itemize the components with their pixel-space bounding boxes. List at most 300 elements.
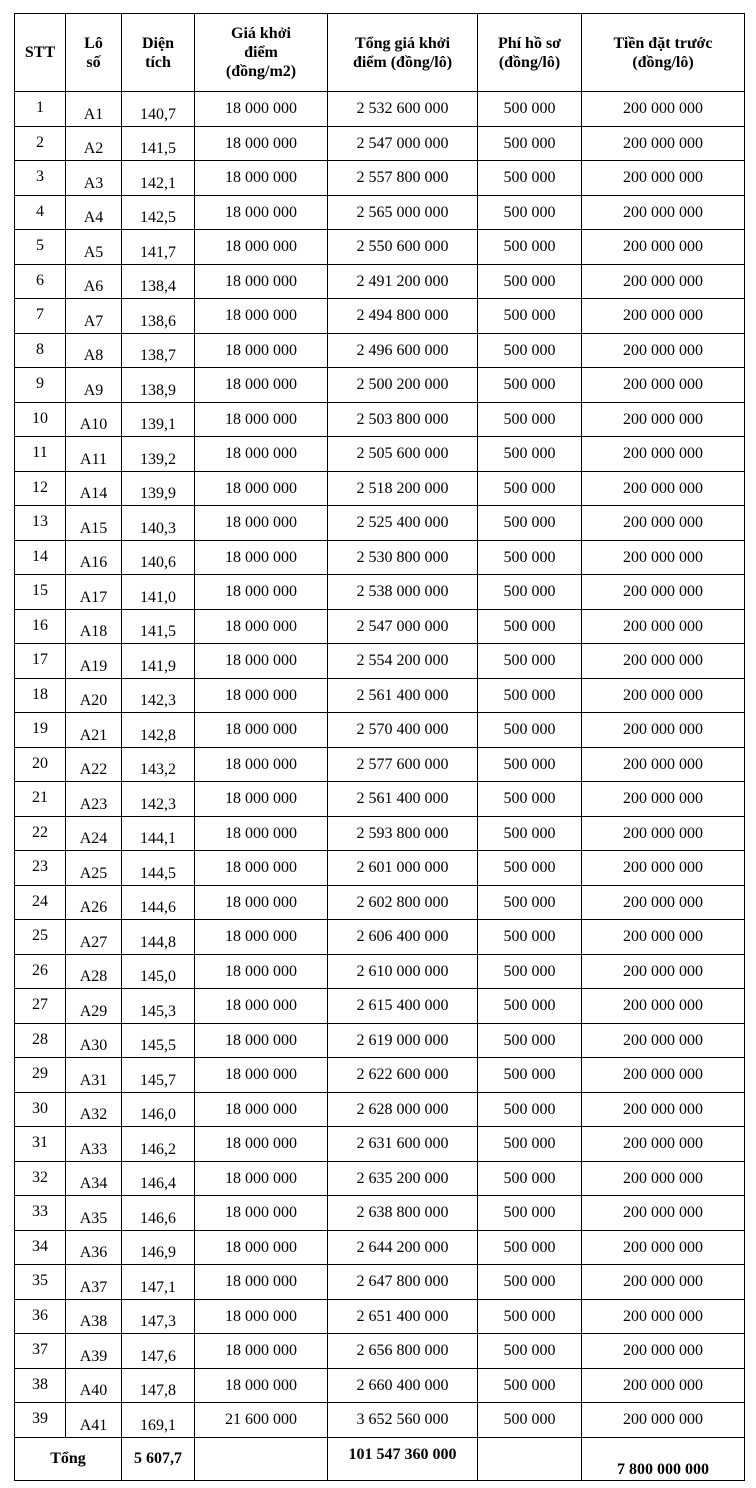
header-file-fee: Phí hồ sơ (đồng/lô) bbox=[478, 14, 582, 92]
cell-deposit: 200 000 000 bbox=[582, 989, 745, 1024]
cell-starting-price: 18 000 000 bbox=[195, 920, 328, 955]
cell-deposit: 200 000 000 bbox=[582, 1127, 745, 1162]
cell-lot-number: A16 bbox=[66, 540, 122, 575]
cell-stt: 13 bbox=[15, 506, 66, 541]
table-footer bbox=[15, 1437, 745, 1480]
cell-starting-price: 18 000 000 bbox=[195, 885, 328, 920]
cell-lot-number: A28 bbox=[66, 954, 122, 989]
table-row bbox=[15, 1368, 745, 1403]
header-row bbox=[15, 14, 745, 92]
cell-lot-number: A27 bbox=[66, 920, 122, 955]
cell-file-fee: 500 000 bbox=[478, 333, 582, 368]
header-starting-price: Giá khởi điểm (đồng/m2) bbox=[195, 14, 328, 92]
cell-stt: 8 bbox=[15, 333, 66, 368]
cell-lot-number: A20 bbox=[66, 678, 122, 713]
cell-starting-price: 18 000 000 bbox=[195, 437, 328, 472]
cell-starting-price: 18 000 000 bbox=[195, 713, 328, 748]
table-row bbox=[15, 1196, 745, 1231]
cell-deposit: 200 000 000 bbox=[582, 1161, 745, 1196]
cell-total-starting-price: 2 557 800 000 bbox=[328, 161, 478, 196]
cell-lot-number: A39 bbox=[66, 1334, 122, 1369]
cell-stt: 17 bbox=[15, 644, 66, 679]
table-row bbox=[15, 851, 745, 886]
cell-stt: 39 bbox=[15, 1403, 66, 1438]
cell-total-starting-price: 2 651 400 000 bbox=[328, 1299, 478, 1334]
cell-deposit: 200 000 000 bbox=[582, 1403, 745, 1438]
cell-total-starting-price: 2 622 600 000 bbox=[328, 1058, 478, 1093]
cell-file-fee: 500 000 bbox=[478, 782, 582, 817]
cell-starting-price: 18 000 000 bbox=[195, 264, 328, 299]
cell-total-starting-price: 3 652 560 000 bbox=[328, 1403, 478, 1438]
table-row bbox=[15, 299, 745, 334]
cell-lot-number: A36 bbox=[66, 1230, 122, 1265]
cell-stt: 6 bbox=[15, 264, 66, 299]
cell-deposit: 200 000 000 bbox=[582, 402, 745, 437]
cell-starting-price: 18 000 000 bbox=[195, 1334, 328, 1369]
cell-stt: 18 bbox=[15, 678, 66, 713]
cell-deposit: 200 000 000 bbox=[582, 1230, 745, 1265]
cell-file-fee: 500 000 bbox=[478, 1265, 582, 1300]
table-row bbox=[15, 1127, 745, 1162]
table-row bbox=[15, 264, 745, 299]
cell-starting-price: 18 000 000 bbox=[195, 230, 328, 265]
table-row bbox=[15, 954, 745, 989]
cell-deposit: 200 000 000 bbox=[582, 609, 745, 644]
cell-starting-price: 18 000 000 bbox=[195, 1368, 328, 1403]
cell-total-starting-price: 2 619 000 000 bbox=[328, 1023, 478, 1058]
cell-stt: 21 bbox=[15, 782, 66, 817]
cell-starting-price: 18 000 000 bbox=[195, 1023, 328, 1058]
table-row bbox=[15, 333, 745, 368]
cell-deposit: 200 000 000 bbox=[582, 920, 745, 955]
cell-file-fee: 500 000 bbox=[478, 575, 582, 610]
cell-starting-price: 18 000 000 bbox=[195, 1196, 328, 1231]
cell-total-starting-price: 2 577 600 000 bbox=[328, 747, 478, 782]
table-row bbox=[15, 989, 745, 1024]
cell-area: 139,1 bbox=[122, 402, 195, 437]
total-row bbox=[15, 1437, 745, 1480]
cell-area: 169,1 bbox=[122, 1403, 195, 1438]
cell-lot-number: A29 bbox=[66, 989, 122, 1024]
cell-lot-number: A19 bbox=[66, 644, 122, 679]
cell-area: 141,9 bbox=[122, 644, 195, 679]
cell-total-starting-price: 2 547 000 000 bbox=[328, 126, 478, 161]
header-area: Diện tích bbox=[122, 14, 195, 92]
cell-lot-number: A4 bbox=[66, 195, 122, 230]
cell-deposit: 200 000 000 bbox=[582, 264, 745, 299]
cell-file-fee: 500 000 bbox=[478, 1161, 582, 1196]
table-row bbox=[15, 368, 745, 403]
cell-area: 144,1 bbox=[122, 816, 195, 851]
cell-starting-price: 18 000 000 bbox=[195, 782, 328, 817]
cell-deposit: 200 000 000 bbox=[582, 851, 745, 886]
cell-area: 141,7 bbox=[122, 230, 195, 265]
cell-total-starting-price: 2 532 600 000 bbox=[328, 92, 478, 127]
cell-stt: 27 bbox=[15, 989, 66, 1024]
cell-area: 145,5 bbox=[122, 1023, 195, 1058]
cell-total-starting-price: 2 638 800 000 bbox=[328, 1196, 478, 1231]
cell-area: 147,6 bbox=[122, 1334, 195, 1369]
cell-area: 142,5 bbox=[122, 195, 195, 230]
cell-lot-number: A22 bbox=[66, 747, 122, 782]
cell-stt: 10 bbox=[15, 402, 66, 437]
cell-starting-price: 18 000 000 bbox=[195, 816, 328, 851]
cell-deposit: 200 000 000 bbox=[582, 230, 745, 265]
cell-lot-number: A33 bbox=[66, 1127, 122, 1162]
cell-file-fee: 500 000 bbox=[478, 264, 582, 299]
cell-stt: 28 bbox=[15, 1023, 66, 1058]
cell-total-starting-price: 2 491 200 000 bbox=[328, 264, 478, 299]
cell-lot-number: A8 bbox=[66, 333, 122, 368]
cell-deposit: 200 000 000 bbox=[582, 1368, 745, 1403]
cell-file-fee: 500 000 bbox=[478, 437, 582, 472]
cell-lot-number: A40 bbox=[66, 1368, 122, 1403]
cell-area: 145,0 bbox=[122, 954, 195, 989]
cell-lot-number: A31 bbox=[66, 1058, 122, 1093]
cell-deposit: 200 000 000 bbox=[582, 1023, 745, 1058]
cell-starting-price: 18 000 000 bbox=[195, 747, 328, 782]
cell-lot-number: A11 bbox=[66, 437, 122, 472]
cell-deposit: 200 000 000 bbox=[582, 126, 745, 161]
cell-deposit: 200 000 000 bbox=[582, 471, 745, 506]
table-row bbox=[15, 1334, 745, 1369]
cell-deposit: 200 000 000 bbox=[582, 195, 745, 230]
cell-total-starting-price: 2 610 000 000 bbox=[328, 954, 478, 989]
cell-file-fee: 500 000 bbox=[478, 126, 582, 161]
cell-file-fee: 500 000 bbox=[478, 471, 582, 506]
table-header bbox=[15, 14, 745, 92]
cell-area: 142,3 bbox=[122, 782, 195, 817]
cell-file-fee: 500 000 bbox=[478, 368, 582, 403]
cell-file-fee: 500 000 bbox=[478, 644, 582, 679]
header-total-starting-price: Tổng giá khởi điểm (đồng/lô) bbox=[328, 14, 478, 92]
cell-file-fee: 500 000 bbox=[478, 989, 582, 1024]
cell-file-fee: 500 000 bbox=[478, 816, 582, 851]
cell-file-fee: 500 000 bbox=[478, 609, 582, 644]
cell-lot-number: A23 bbox=[66, 782, 122, 817]
cell-deposit: 200 000 000 bbox=[582, 678, 745, 713]
cell-stt: 7 bbox=[15, 299, 66, 334]
cell-deposit: 200 000 000 bbox=[582, 782, 745, 817]
cell-file-fee: 500 000 bbox=[478, 747, 582, 782]
cell-deposit: 200 000 000 bbox=[582, 644, 745, 679]
cell-stt: 30 bbox=[15, 1092, 66, 1127]
cell-total-starting-price: 2 660 400 000 bbox=[328, 1368, 478, 1403]
table-row bbox=[15, 126, 745, 161]
table-body bbox=[15, 92, 745, 1438]
cell-file-fee: 500 000 bbox=[478, 1196, 582, 1231]
cell-area: 138,7 bbox=[122, 333, 195, 368]
cell-stt: 1 bbox=[15, 92, 66, 127]
cell-deposit: 200 000 000 bbox=[582, 92, 745, 127]
cell-starting-price: 18 000 000 bbox=[195, 1299, 328, 1334]
cell-lot-number: A17 bbox=[66, 575, 122, 610]
table-row bbox=[15, 713, 745, 748]
cell-stt: 36 bbox=[15, 1299, 66, 1334]
cell-stt: 37 bbox=[15, 1334, 66, 1369]
header-stt: STT bbox=[15, 14, 66, 92]
cell-lot-number: A1 bbox=[66, 92, 122, 127]
cell-lot-number: A15 bbox=[66, 506, 122, 541]
cell-starting-price: 18 000 000 bbox=[195, 954, 328, 989]
cell-lot-number: A18 bbox=[66, 609, 122, 644]
cell-area: 146,6 bbox=[122, 1196, 195, 1231]
cell-total-starting-price: 2 593 800 000 bbox=[328, 816, 478, 851]
cell-lot-number: A37 bbox=[66, 1265, 122, 1300]
table-row bbox=[15, 816, 745, 851]
cell-deposit: 200 000 000 bbox=[582, 816, 745, 851]
cell-stt: 24 bbox=[15, 885, 66, 920]
cell-area: 147,3 bbox=[122, 1299, 195, 1334]
table-row bbox=[15, 1023, 745, 1058]
total-label: Tổng bbox=[15, 1437, 122, 1480]
cell-file-fee: 500 000 bbox=[478, 1403, 582, 1438]
cell-area: 138,9 bbox=[122, 368, 195, 403]
cell-total-starting-price: 2 647 800 000 bbox=[328, 1265, 478, 1300]
cell-lot-number: A6 bbox=[66, 264, 122, 299]
cell-file-fee: 500 000 bbox=[478, 161, 582, 196]
cell-total-starting-price: 2 635 200 000 bbox=[328, 1161, 478, 1196]
cell-file-fee: 500 000 bbox=[478, 1023, 582, 1058]
cell-area: 147,1 bbox=[122, 1265, 195, 1300]
cell-starting-price: 18 000 000 bbox=[195, 299, 328, 334]
cell-lot-number: A14 bbox=[66, 471, 122, 506]
cell-file-fee: 500 000 bbox=[478, 713, 582, 748]
cell-area: 142,3 bbox=[122, 678, 195, 713]
cell-lot-number: A32 bbox=[66, 1092, 122, 1127]
cell-stt: 22 bbox=[15, 816, 66, 851]
cell-stt: 20 bbox=[15, 747, 66, 782]
cell-lot-number: A9 bbox=[66, 368, 122, 403]
cell-deposit: 200 000 000 bbox=[582, 713, 745, 748]
header-lot-number: Lô số bbox=[66, 14, 122, 92]
cell-area: 147,8 bbox=[122, 1368, 195, 1403]
table-row bbox=[15, 161, 745, 196]
cell-deposit: 200 000 000 bbox=[582, 368, 745, 403]
cell-stt: 26 bbox=[15, 954, 66, 989]
cell-total-starting-price: 2 606 400 000 bbox=[328, 920, 478, 955]
table-row bbox=[15, 1058, 745, 1093]
cell-area: 141,5 bbox=[122, 609, 195, 644]
table-row bbox=[15, 575, 745, 610]
cell-total-starting-price: 2 525 400 000 bbox=[328, 506, 478, 541]
cell-stt: 5 bbox=[15, 230, 66, 265]
cell-starting-price: 18 000 000 bbox=[195, 1058, 328, 1093]
cell-area: 138,6 bbox=[122, 299, 195, 334]
table-row bbox=[15, 1403, 745, 1438]
auction-lot-table-container bbox=[14, 13, 744, 1481]
table-row bbox=[15, 609, 745, 644]
cell-file-fee: 500 000 bbox=[478, 1230, 582, 1265]
cell-total-starting-price: 2 547 000 000 bbox=[328, 609, 478, 644]
table-row bbox=[15, 1299, 745, 1334]
cell-starting-price: 18 000 000 bbox=[195, 644, 328, 679]
cell-area: 146,0 bbox=[122, 1092, 195, 1127]
cell-stt: 34 bbox=[15, 1230, 66, 1265]
cell-starting-price: 18 000 000 bbox=[195, 506, 328, 541]
cell-lot-number: A7 bbox=[66, 299, 122, 334]
cell-stt: 31 bbox=[15, 1127, 66, 1162]
cell-area: 145,7 bbox=[122, 1058, 195, 1093]
table-row bbox=[15, 540, 745, 575]
cell-file-fee: 500 000 bbox=[478, 1299, 582, 1334]
table-row bbox=[15, 1161, 745, 1196]
cell-area: 138,4 bbox=[122, 264, 195, 299]
cell-file-fee: 500 000 bbox=[478, 299, 582, 334]
cell-area: 140,3 bbox=[122, 506, 195, 541]
cell-starting-price: 18 000 000 bbox=[195, 1265, 328, 1300]
table-row bbox=[15, 506, 745, 541]
total-deposit: 7 800 000 000 bbox=[582, 1437, 745, 1480]
cell-stt: 35 bbox=[15, 1265, 66, 1300]
cell-total-starting-price: 2 496 600 000 bbox=[328, 333, 478, 368]
cell-starting-price: 18 000 000 bbox=[195, 471, 328, 506]
cell-stt: 38 bbox=[15, 1368, 66, 1403]
cell-file-fee: 500 000 bbox=[478, 1127, 582, 1162]
cell-file-fee: 500 000 bbox=[478, 402, 582, 437]
cell-starting-price: 18 000 000 bbox=[195, 540, 328, 575]
cell-starting-price: 18 000 000 bbox=[195, 161, 328, 196]
cell-total-starting-price: 2 494 800 000 bbox=[328, 299, 478, 334]
cell-file-fee: 500 000 bbox=[478, 1092, 582, 1127]
cell-lot-number: A3 bbox=[66, 161, 122, 196]
cell-lot-number: A25 bbox=[66, 851, 122, 886]
cell-stt: 2 bbox=[15, 126, 66, 161]
cell-area: 144,8 bbox=[122, 920, 195, 955]
cell-stt: 12 bbox=[15, 471, 66, 506]
cell-area: 140,7 bbox=[122, 92, 195, 127]
cell-starting-price: 18 000 000 bbox=[195, 402, 328, 437]
cell-lot-number: A10 bbox=[66, 402, 122, 437]
cell-file-fee: 500 000 bbox=[478, 540, 582, 575]
cell-starting-price: 18 000 000 bbox=[195, 1092, 328, 1127]
cell-total-starting-price: 2 554 200 000 bbox=[328, 644, 478, 679]
cell-deposit: 200 000 000 bbox=[582, 1196, 745, 1231]
cell-starting-price: 18 000 000 bbox=[195, 126, 328, 161]
cell-lot-number: A30 bbox=[66, 1023, 122, 1058]
total-empty-fee-cell bbox=[478, 1437, 582, 1480]
cell-area: 140,6 bbox=[122, 540, 195, 575]
table-row bbox=[15, 885, 745, 920]
cell-file-fee: 500 000 bbox=[478, 885, 582, 920]
cell-stt: 4 bbox=[15, 195, 66, 230]
cell-file-fee: 500 000 bbox=[478, 230, 582, 265]
cell-starting-price: 18 000 000 bbox=[195, 195, 328, 230]
cell-area: 146,2 bbox=[122, 1127, 195, 1162]
cell-total-starting-price: 2 500 200 000 bbox=[328, 368, 478, 403]
cell-starting-price: 18 000 000 bbox=[195, 989, 328, 1024]
cell-deposit: 200 000 000 bbox=[582, 1299, 745, 1334]
cell-total-starting-price: 2 602 800 000 bbox=[328, 885, 478, 920]
cell-deposit: 200 000 000 bbox=[582, 1058, 745, 1093]
cell-total-starting-price: 2 503 800 000 bbox=[328, 402, 478, 437]
cell-area: 141,5 bbox=[122, 126, 195, 161]
cell-stt: 11 bbox=[15, 437, 66, 472]
cell-total-starting-price: 2 561 400 000 bbox=[328, 678, 478, 713]
total-empty-cell bbox=[195, 1437, 328, 1480]
cell-file-fee: 500 000 bbox=[478, 954, 582, 989]
table-row bbox=[15, 230, 745, 265]
cell-file-fee: 500 000 bbox=[478, 195, 582, 230]
cell-area: 141,0 bbox=[122, 575, 195, 610]
cell-total-starting-price: 2 631 600 000 bbox=[328, 1127, 478, 1162]
cell-stt: 33 bbox=[15, 1196, 66, 1231]
auction-lot-table bbox=[14, 13, 745, 1481]
cell-starting-price: 21 600 000 bbox=[195, 1403, 328, 1438]
table-row bbox=[15, 1230, 745, 1265]
cell-lot-number: A38 bbox=[66, 1299, 122, 1334]
cell-area: 144,5 bbox=[122, 851, 195, 886]
cell-starting-price: 18 000 000 bbox=[195, 368, 328, 403]
table-row bbox=[15, 678, 745, 713]
table-row bbox=[15, 195, 745, 230]
cell-lot-number: A41 bbox=[66, 1403, 122, 1438]
cell-lot-number: A24 bbox=[66, 816, 122, 851]
cell-deposit: 200 000 000 bbox=[582, 1334, 745, 1369]
cell-starting-price: 18 000 000 bbox=[195, 333, 328, 368]
cell-total-starting-price: 2 561 400 000 bbox=[328, 782, 478, 817]
cell-deposit: 200 000 000 bbox=[582, 1265, 745, 1300]
cell-file-fee: 500 000 bbox=[478, 1334, 582, 1369]
cell-area: 139,9 bbox=[122, 471, 195, 506]
total-starting-price: 101 547 360 000 bbox=[328, 1437, 478, 1480]
cell-total-starting-price: 2 550 600 000 bbox=[328, 230, 478, 265]
cell-starting-price: 18 000 000 bbox=[195, 678, 328, 713]
table-row bbox=[15, 747, 745, 782]
cell-total-starting-price: 2 601 000 000 bbox=[328, 851, 478, 886]
cell-total-starting-price: 2 615 400 000 bbox=[328, 989, 478, 1024]
cell-area: 146,4 bbox=[122, 1161, 195, 1196]
cell-stt: 14 bbox=[15, 540, 66, 575]
cell-deposit: 200 000 000 bbox=[582, 885, 745, 920]
cell-deposit: 200 000 000 bbox=[582, 1092, 745, 1127]
cell-starting-price: 18 000 000 bbox=[195, 609, 328, 644]
cell-total-starting-price: 2 530 800 000 bbox=[328, 540, 478, 575]
cell-deposit: 200 000 000 bbox=[582, 540, 745, 575]
cell-lot-number: A2 bbox=[66, 126, 122, 161]
cell-deposit: 200 000 000 bbox=[582, 437, 745, 472]
table-row bbox=[15, 1265, 745, 1300]
cell-deposit: 200 000 000 bbox=[582, 575, 745, 610]
table-row bbox=[15, 437, 745, 472]
table-row bbox=[15, 644, 745, 679]
cell-stt: 16 bbox=[15, 609, 66, 644]
cell-total-starting-price: 2 570 400 000 bbox=[328, 713, 478, 748]
cell-starting-price: 18 000 000 bbox=[195, 92, 328, 127]
cell-stt: 15 bbox=[15, 575, 66, 610]
cell-file-fee: 500 000 bbox=[478, 506, 582, 541]
cell-starting-price: 18 000 000 bbox=[195, 851, 328, 886]
cell-lot-number: A26 bbox=[66, 885, 122, 920]
cell-deposit: 200 000 000 bbox=[582, 299, 745, 334]
cell-total-starting-price: 2 505 600 000 bbox=[328, 437, 478, 472]
cell-lot-number: A35 bbox=[66, 1196, 122, 1231]
cell-deposit: 200 000 000 bbox=[582, 506, 745, 541]
table-row bbox=[15, 920, 745, 955]
cell-file-fee: 500 000 bbox=[478, 678, 582, 713]
cell-total-starting-price: 2 656 800 000 bbox=[328, 1334, 478, 1369]
cell-stt: 3 bbox=[15, 161, 66, 196]
cell-deposit: 200 000 000 bbox=[582, 747, 745, 782]
cell-total-starting-price: 2 565 000 000 bbox=[328, 195, 478, 230]
cell-area: 139,2 bbox=[122, 437, 195, 472]
cell-stt: 25 bbox=[15, 920, 66, 955]
cell-total-starting-price: 2 518 200 000 bbox=[328, 471, 478, 506]
total-area: 5 607,7 bbox=[122, 1437, 195, 1480]
cell-deposit: 200 000 000 bbox=[582, 161, 745, 196]
cell-stt: 9 bbox=[15, 368, 66, 403]
cell-starting-price: 18 000 000 bbox=[195, 1230, 328, 1265]
